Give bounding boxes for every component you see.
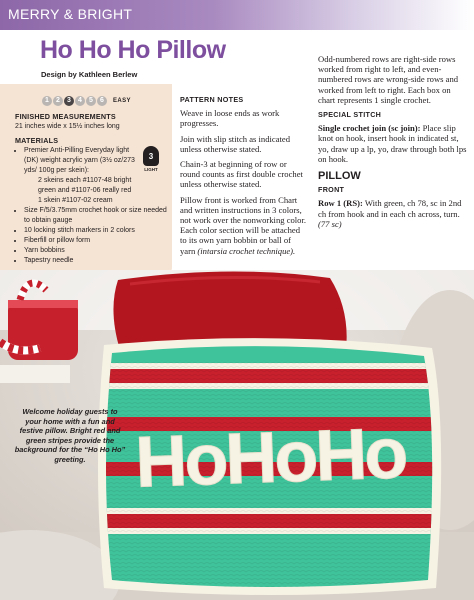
skill-level <box>42 95 131 106</box>
material-item: • Fiberfill or pillow form <box>24 236 167 246</box>
material-subitem: 1 skein #1107-02 cream <box>38 197 113 204</box>
pillow-heading: PILLOW <box>318 170 361 183</box>
section-label: MERRY & BRIGHT <box>8 6 133 22</box>
pattern-notes-heading: PATTERN NOTES <box>180 95 244 104</box>
pattern-notes-column <box>180 95 308 261</box>
material-item: • Yarn bobbins <box>24 246 167 256</box>
material-item: • Size F/5/3.75mm crochet hook or size needed to obtain gauge <box>24 206 167 226</box>
skill-label: EASY <box>113 97 131 104</box>
note-paragraph: Weave in loose ends as work progresses. <box>180 108 280 129</box>
photo-caption: Welcome holiday guests to your home with a fun and festive pillow. Bright red and green stripes provide the background for the “Ho Ho Ho” greeting. <box>14 407 126 464</box>
note-paragraph: Chain-3 at beginning of row or round counts as first double crochet unless otherwise stated. <box>180 159 303 190</box>
note-paragraph: Join with slip stitch as indicated unless otherwise stated. <box>180 133 291 154</box>
special-stitch-heading: SPECIAL STITCH <box>318 110 382 120</box>
finished-text: 21 inches wide x 15½ inches long <box>15 123 120 130</box>
material-item: • Tapestry needle <box>24 256 167 266</box>
material-item: • Premier Anti-Pilling Everyday light (DK) weight acrylic yarn (3½ oz/273 yds/ 100g per skein): 2 skeins each #1107-48 bright green and #1107-06 really red 1 skein #1107-02 cream <box>24 146 167 206</box>
skill-dot-3-active: 3 <box>64 96 74 106</box>
ho-ho-ho-pillow <box>90 330 450 600</box>
skill-dot-1: 1 <box>42 96 52 106</box>
pillow-greeting: HoHoHo <box>133 413 407 503</box>
material-item: • 10 locking stitch markers in 2 colors <box>24 226 167 236</box>
chart-paragraph: Odd-numbered rows are right-side rows worked from right to left, and even-numbered rows are wrong-side rows and worked from left to right. Each box on chart represents 1 single crochet. <box>318 54 459 105</box>
front-heading: FRONT <box>318 185 345 195</box>
row-1-instruction: Row 1 (RS): With green, ch 78, sc in 2nd ch from hook and in each ch across, turn. (77 sc) <box>318 198 462 229</box>
material-subitem: 2 skeins each #1107-48 bright green and #1107-06 really red <box>38 177 132 194</box>
skill-dot-4: 4 <box>75 96 85 106</box>
finished-heading: FINISHED MEASUREMENTS <box>15 112 116 121</box>
section-banner <box>0 0 474 30</box>
skill-dot-6: 6 <box>97 96 107 106</box>
note-paragraph: Pillow front is worked from Chart and written instructions in 3 colors, not work over the nonworking color. Each color section will be attached to its own yarn bobbin or ball of yarn (intarsia crochet technique). <box>180 194 307 256</box>
skill-dot-2: 2 <box>53 96 63 106</box>
materials-list <box>15 146 167 266</box>
designer-credit: Design by Kathleen Berlew <box>41 70 138 79</box>
yarn-weight-number: 3 <box>148 151 154 161</box>
skill-dot-5: 5 <box>86 96 96 106</box>
special-stitch-text: Single crochet join (sc join): Place slip knot on hook, insert hook in indicated st, yo, draw up a lp, yo, draw through both lps on hook. <box>318 123 467 164</box>
materials-panel <box>15 112 167 290</box>
instructions-column <box>318 54 468 234</box>
pattern-title: Ho Ho Ho Pillow <box>40 36 226 64</box>
yarn-weight-label: LIGHT <box>144 167 158 172</box>
materials-heading: MATERIALS <box>15 136 59 145</box>
